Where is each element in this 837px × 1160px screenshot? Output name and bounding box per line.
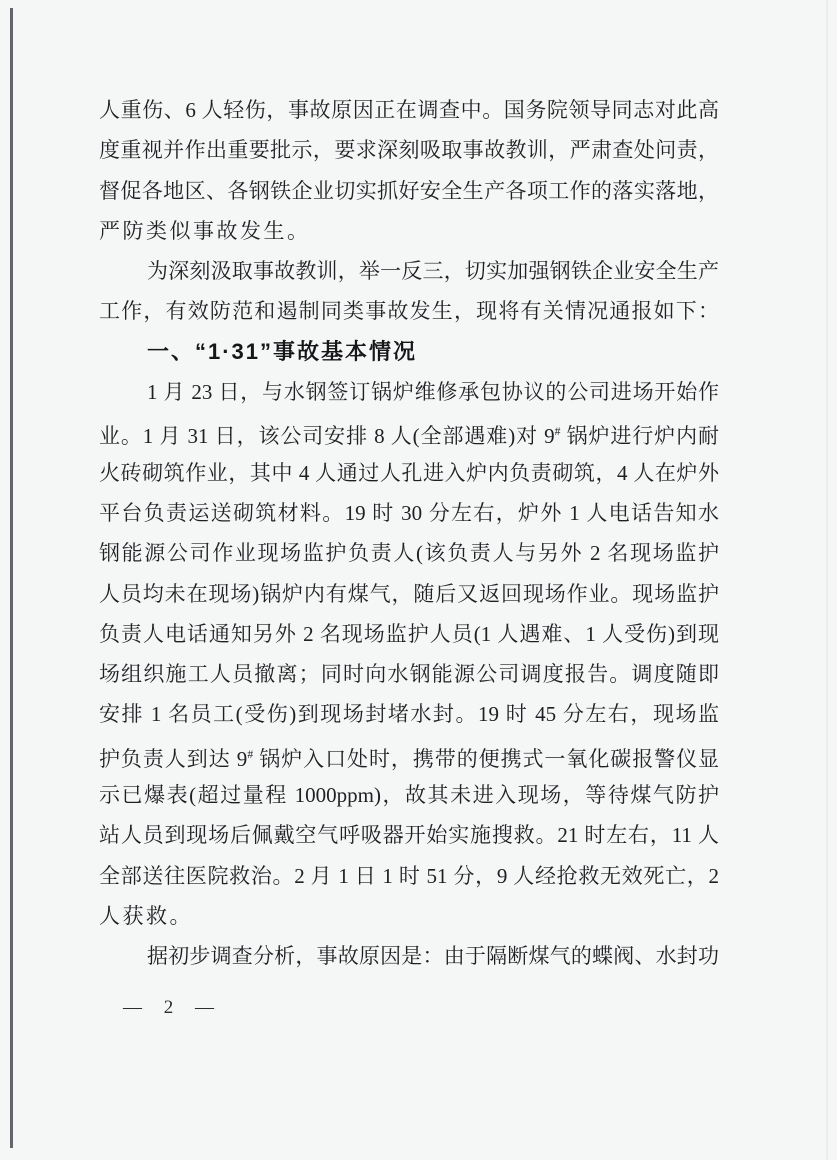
text-line: 全部送往医院救治。2 月 1 日 1 时 51 分，9 人经抢救无效死亡，2 xyxy=(99,863,719,888)
page-number: — 2 — xyxy=(123,997,218,1018)
scan-spine-line xyxy=(10,8,13,1148)
text-line: 火砖砌筑作业，其中 4 人通过人孔进入炉内负责砌筑，4 人在炉外 xyxy=(99,460,719,485)
scan-right-edge xyxy=(826,0,828,1160)
text-line: 站人员到现场后佩戴空气呼吸器开始实施搜救。21 时左右，11 人 xyxy=(99,823,719,848)
text-line: 业。1 月 31 日，该公司安排 8 人(全部遇难)对 9# 锅炉进行炉内耐 xyxy=(99,424,719,449)
text-line: 钢能源公司作业现场监护负责人(该负责人与另外 2 名现场监护 xyxy=(99,541,719,566)
text-line: 负责人电话通知另外 2 名现场监护人员(1 人遇难、1 人受伤)到现 xyxy=(99,621,719,646)
text-block xyxy=(99,90,719,977)
text-line: 人员均未在现场)锅炉内有煤气，随后又返回现场作业。现场监护 xyxy=(99,581,719,606)
text-line: 工作，有效防范和遏制同类事故发生，现将有关情况通报如下： xyxy=(99,299,719,324)
text-line: 1 月 23 日，与水钢签订锅炉维修承包协议的公司进场开始作 xyxy=(147,380,719,405)
text-line: 护负责人到达 9# 锅炉入口处时，携带的便携式一氧化碳报警仪显 xyxy=(99,746,720,771)
text-line: 平台负责运送砌筑材料。19 时 30 分左右，炉外 1 人电话告知水 xyxy=(99,500,719,525)
text-line: 示已爆表(超过量程 1000ppm)，故其未进入现场，等待煤气防护 xyxy=(99,783,719,808)
text-line: 安排 1 名员工(受伤)到现场封堵水封。19 时 45 分左右，现场监 xyxy=(99,702,719,727)
text-line: 度重视并作出重要批示，要求深刻吸取事故教训，严肃查处问责， xyxy=(99,138,719,163)
section-heading: 一、“1·31”事故基本情况 xyxy=(147,338,418,364)
text-line: 人重伤、6 人轻伤，事故原因正在调查中。国务院领导同志对此高 xyxy=(99,98,719,122)
text-line: 人获救。 xyxy=(99,903,193,928)
text-line: 为深刻汲取事故教训，举一反三，切实加强钢铁企业安全生产 xyxy=(147,259,719,284)
text-line: 场组织施工人员撤离；同时向水钢能源公司调度报告。调度随即 xyxy=(99,662,719,687)
text-line: 据初步调查分析，事故原因是：由于隔断煤气的蝶阀、水封功 xyxy=(147,944,719,969)
text-line: 严防类似事故发生。 xyxy=(99,218,311,243)
text-line: 督促各地区、各钢铁企业切实抓好安全生产各项工作的落实落地， xyxy=(99,178,719,203)
